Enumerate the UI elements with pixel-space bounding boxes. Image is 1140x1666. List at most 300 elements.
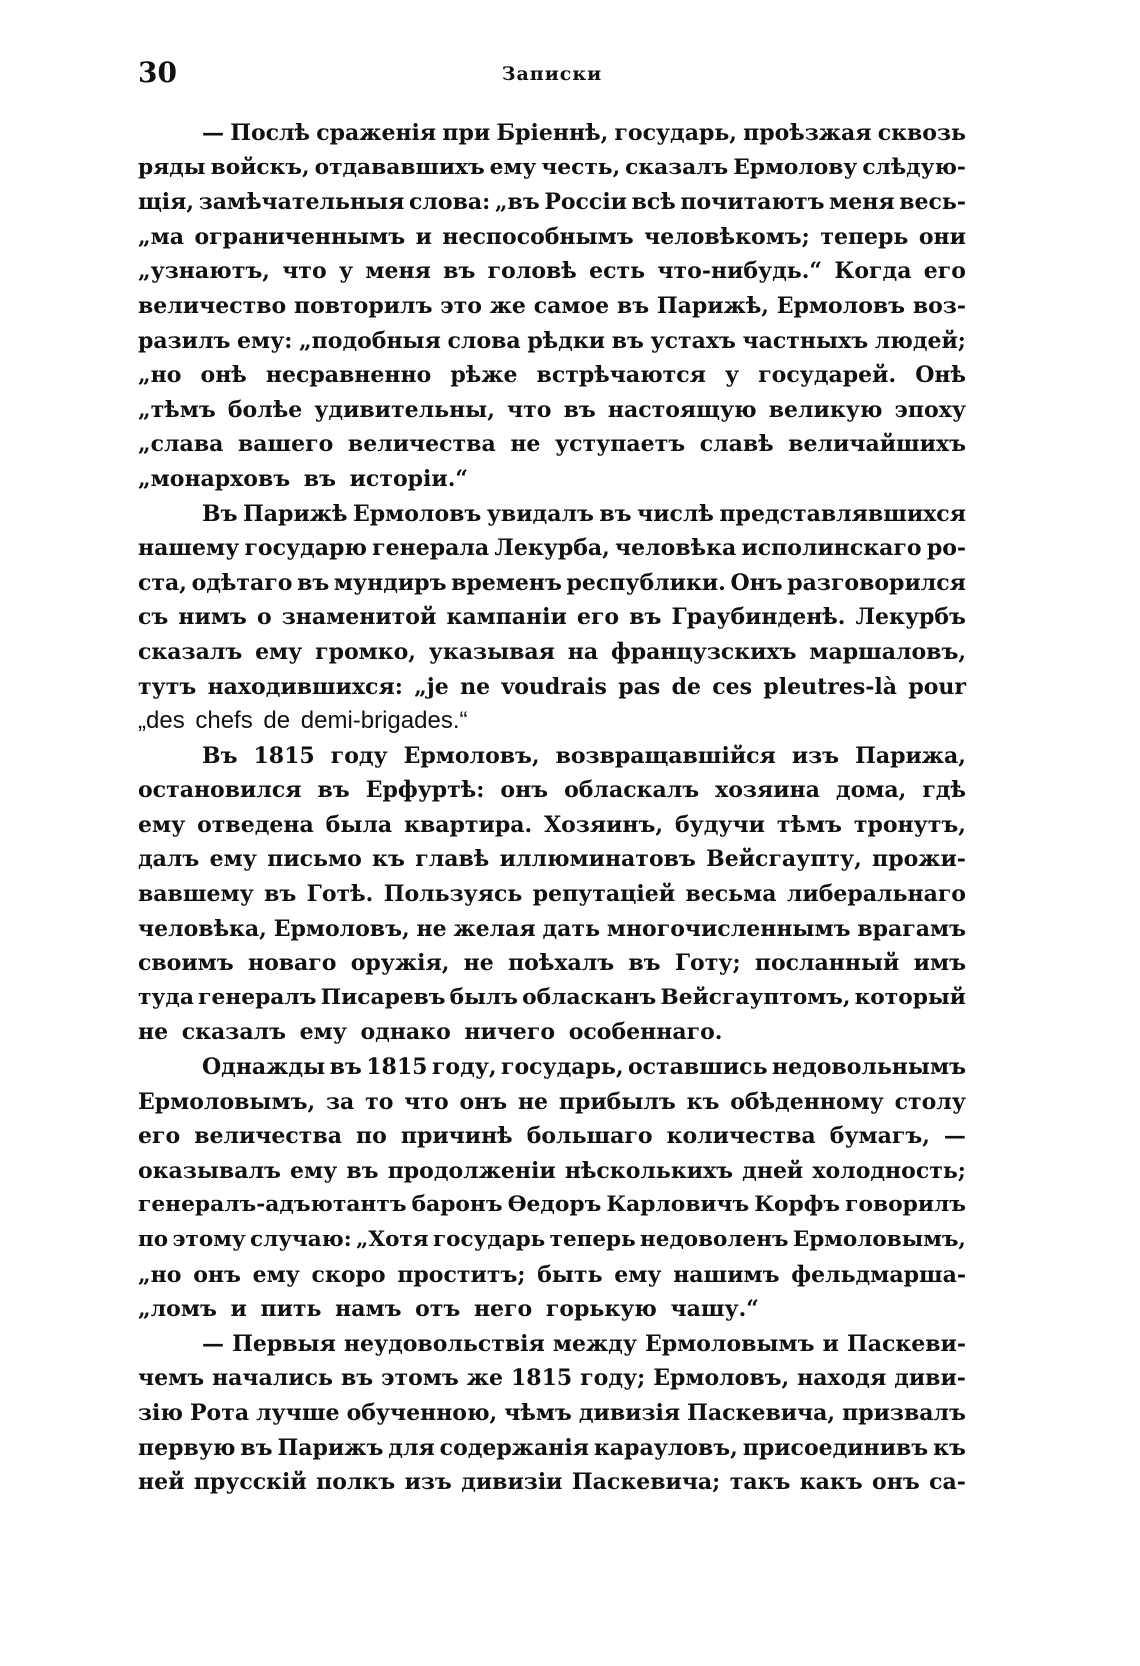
word: Бріеннѣ, (496, 120, 609, 146)
word: весь- (899, 189, 966, 216)
word: несравненно (265, 362, 432, 389)
word: разговорился (787, 569, 966, 596)
word: дома, (835, 777, 907, 804)
word: маршаловъ, (809, 638, 966, 665)
word: Парижа, (855, 742, 966, 769)
word: Хозяинъ, (544, 811, 664, 838)
text-line (138, 877, 966, 912)
word: замѣчательныя (198, 189, 405, 216)
word: большаго (526, 1123, 653, 1150)
page-number: 30 (138, 56, 177, 89)
word: полкъ (316, 1469, 396, 1496)
word: Ермоловымъ, (792, 1227, 966, 1252)
word: генерала (372, 535, 490, 562)
word: Ермолову (733, 154, 858, 180)
word: оставшись (627, 1054, 768, 1081)
text-line (138, 1154, 966, 1189)
word: человѣка (615, 535, 737, 562)
word: удивительны, (314, 396, 495, 423)
word: въ (629, 604, 662, 631)
word: вавшему (138, 881, 254, 908)
word: въ (616, 292, 650, 319)
word: это (440, 292, 482, 319)
word: „въ (494, 189, 540, 216)
word: прибылъ (558, 1088, 676, 1115)
word: въ (611, 327, 644, 354)
word: тронутъ, (853, 811, 966, 838)
word: ему (255, 638, 303, 665)
text-line (138, 635, 966, 670)
word: въ (240, 1434, 273, 1461)
word: щія, (138, 189, 195, 216)
word: остановился (138, 777, 302, 804)
text-line (138, 531, 966, 566)
word: громко, (315, 638, 416, 665)
word: баронъ (411, 1192, 503, 1218)
word: году (330, 742, 388, 769)
word: не (416, 915, 447, 942)
word: посланный (754, 950, 900, 977)
word: бумагъ, (829, 1123, 930, 1150)
word: 1815 (253, 742, 315, 769)
text-line (138, 670, 966, 705)
word: къ (933, 1434, 966, 1461)
word: его (576, 604, 620, 631)
word: его (923, 258, 966, 285)
word: исполинскаго (741, 535, 922, 562)
text-line (138, 600, 966, 635)
word: была (325, 811, 393, 838)
word: „Хотя (356, 1227, 429, 1252)
word: de (671, 673, 701, 700)
word: Лекурбъ (855, 604, 966, 631)
text-line (138, 497, 966, 532)
body-text (138, 116, 966, 1500)
word: 1815 (510, 1365, 573, 1392)
word: первую (138, 1434, 236, 1461)
word: онѣ (200, 362, 247, 389)
word: имъ (913, 950, 966, 977)
word: тѣмъ (776, 811, 842, 838)
word: Готѣ. (306, 881, 374, 908)
word: къ (372, 846, 405, 873)
word: на (567, 638, 599, 665)
word: дивизіи (461, 1469, 563, 1496)
word: призвалъ (842, 1399, 966, 1426)
word: по (138, 1227, 169, 1252)
word: теперь (820, 223, 909, 250)
word: оказывалъ (138, 1157, 281, 1184)
word: самое (533, 292, 610, 319)
word: слѣдую- (862, 154, 966, 180)
word: отведена (197, 811, 314, 838)
word: Парижѣ (243, 500, 348, 527)
word: году, (431, 1054, 497, 1081)
word: же (466, 1365, 503, 1392)
word: увидалъ (486, 500, 594, 527)
word: головѣ (487, 258, 577, 285)
word: Карловичъ (606, 1192, 750, 1218)
word: такъ (729, 1469, 791, 1496)
page-header (138, 56, 966, 96)
word: обученною, (346, 1399, 498, 1426)
word: въ (346, 1157, 379, 1184)
word: вашего (237, 431, 334, 458)
word: карауловъ, (593, 1434, 738, 1461)
word: Вейсгаупту, (706, 846, 862, 873)
word: не (517, 1088, 549, 1115)
word: съ (138, 604, 169, 631)
word: репутаціей (532, 881, 676, 908)
word: ne (460, 673, 491, 700)
word: кампаніи (446, 604, 567, 631)
word: Вейсгауптомъ, (660, 984, 851, 1010)
word: величества (347, 431, 496, 458)
word: фельдмарша- (791, 1261, 966, 1288)
word: меня (829, 189, 895, 216)
word: содержанія (439, 1434, 589, 1461)
word: для (388, 1434, 435, 1461)
word: году; (580, 1365, 646, 1392)
word: между (552, 1330, 637, 1357)
word: воз- (912, 292, 966, 319)
word: въ (628, 950, 661, 977)
word: былъ (449, 984, 518, 1010)
word: эпоху (894, 396, 966, 423)
word: ему (614, 1261, 662, 1288)
word: Ермоловъ, (273, 915, 410, 942)
word: Паскеви- (846, 1330, 966, 1357)
text-line (138, 566, 966, 601)
word: Послѣ (230, 120, 311, 146)
word: изъ (791, 742, 840, 769)
word: voudrais (501, 673, 607, 700)
word: находя (797, 1365, 887, 1392)
word: начались (212, 1365, 333, 1392)
text-line (138, 912, 966, 947)
word: либеральнаго (786, 881, 966, 908)
word: говорилъ (845, 1192, 966, 1218)
word: „подобныя (299, 327, 441, 354)
text-line (138, 1431, 966, 1466)
word: ему (252, 1261, 300, 1288)
text-line (138, 1223, 966, 1258)
word: въ (317, 777, 350, 804)
word: въ (264, 881, 297, 908)
word: въ (599, 500, 632, 527)
text-line (138, 981, 966, 1016)
word: поѣхалъ (508, 950, 615, 977)
word: желая (453, 915, 536, 942)
word: количества (666, 1123, 816, 1150)
word: „ма (138, 223, 185, 250)
word: Паскевича, (687, 1399, 836, 1426)
word: славѣ (699, 431, 774, 458)
word: Корфъ (754, 1192, 841, 1218)
word: ему (138, 811, 186, 838)
word: — (202, 120, 224, 146)
word: человѣка, (138, 915, 267, 942)
text-line: „ломъ и пить намъ отъ него горькую чашу.“ (138, 1296, 759, 1323)
word: недоволенъ (640, 1227, 789, 1252)
word: о (256, 604, 272, 631)
word: Готу; (674, 950, 741, 977)
word: Онѣ (915, 362, 966, 389)
word: не (510, 431, 541, 458)
word: „je (414, 673, 449, 700)
word: государь (433, 1227, 546, 1252)
word: ему (290, 1157, 338, 1184)
word: представлявшихся (719, 500, 966, 527)
word: по (356, 1123, 387, 1150)
word: одѣтаго (191, 569, 293, 596)
word: ему (209, 846, 257, 873)
word: Ермоловъ, (653, 1365, 790, 1392)
word: Ерфуртѣ: (365, 777, 485, 804)
word: — (202, 1330, 224, 1357)
word: прожи- (872, 846, 966, 873)
word: который (854, 984, 966, 1010)
text-line: „монарховъ въ исторіи.“ (138, 465, 469, 492)
word: обѣденному (730, 1088, 884, 1115)
word: весьма (685, 881, 777, 908)
word: въ (563, 396, 596, 423)
word: неспособнымъ (442, 223, 634, 250)
word: — (943, 1123, 966, 1150)
text-line (138, 1119, 966, 1154)
word: настоящую (607, 396, 757, 423)
word: новаго (247, 950, 337, 977)
word: Когда (834, 258, 912, 285)
word: рѣдки (527, 327, 606, 354)
word: французскихъ (610, 638, 797, 665)
word: продолженіи (387, 1157, 556, 1184)
text-line (138, 1327, 966, 1362)
text-line (138, 220, 966, 255)
word: недовольнымъ (771, 1054, 966, 1081)
word: изъ (404, 1469, 452, 1496)
word: человѣкомъ; (644, 223, 810, 250)
word: и (415, 223, 432, 250)
word: Писаревъ (320, 984, 446, 1010)
word: отдававшихъ (314, 154, 485, 180)
word: рѣже (450, 362, 518, 389)
word: честь, (541, 154, 621, 180)
word: pas (618, 673, 661, 700)
word: Паскевича; (571, 1469, 721, 1496)
word: повторилъ (293, 292, 433, 319)
word: квартира. (404, 811, 533, 838)
text-line (138, 185, 966, 220)
word: величества (194, 1123, 342, 1150)
word: почитаютъ (680, 189, 825, 216)
text-line (138, 773, 966, 808)
word: государь, (500, 1054, 624, 1081)
word: онъ (500, 777, 549, 804)
word: Рота (190, 1399, 250, 1426)
word: генералъ (198, 984, 317, 1010)
word: Парижѣ, (656, 292, 769, 319)
word: случаю: (250, 1227, 352, 1252)
word: письмо (267, 846, 362, 873)
word: указывая (428, 638, 555, 665)
word: ему: (237, 327, 293, 354)
word: мундиръ (333, 569, 447, 596)
text-line: не сказалъ ему однако ничего особеннаго. (138, 1019, 723, 1046)
word: какъ (799, 1469, 863, 1496)
word: диви- (894, 1365, 966, 1392)
word: Первыя (232, 1330, 336, 1357)
word: Лекурба, (494, 535, 610, 562)
word: этому (172, 1227, 246, 1252)
word: войскъ, (210, 154, 310, 180)
text-line (138, 254, 966, 289)
word: иллюминатовъ (499, 846, 696, 873)
word: проѣзжая (743, 120, 872, 146)
word: устахъ (650, 327, 736, 354)
word: далъ (138, 846, 200, 873)
word: къ (686, 1088, 720, 1115)
word: Ермоловымъ, (138, 1088, 316, 1115)
word: въ (297, 569, 330, 596)
text-line (138, 808, 966, 843)
word: частныхъ (742, 327, 869, 354)
text-line (138, 1465, 966, 1500)
word: неудовольствія (343, 1330, 545, 1357)
word: „но (138, 362, 182, 389)
word: ces (712, 673, 753, 700)
word: слова (447, 327, 521, 354)
word: генералъ-адъютантъ (138, 1192, 407, 1218)
word: pour (908, 673, 966, 700)
word: Въ (202, 742, 238, 769)
word: этомъ (381, 1365, 459, 1392)
word: же (489, 292, 526, 319)
word: возвращавшійся (555, 742, 776, 769)
word: онъ (459, 1088, 508, 1115)
word: ему (489, 154, 537, 180)
word: уступаетъ (555, 431, 686, 458)
text-line (138, 1050, 966, 1085)
word: и (822, 1330, 839, 1357)
text-line (138, 116, 966, 151)
word: величество (138, 292, 287, 319)
word: Въ (202, 500, 238, 527)
word: сказалъ (138, 638, 243, 665)
word: быть (537, 1261, 603, 1288)
word: столу (894, 1088, 966, 1115)
word: Ермоловъ (776, 292, 906, 319)
text-line (138, 1258, 966, 1293)
word: что (282, 258, 327, 285)
word: чѣмъ (504, 1399, 572, 1426)
word: многочисленнымъ (606, 915, 851, 942)
word: Ермоловъ (353, 500, 482, 527)
word: государь, (614, 120, 737, 146)
word: pleutres-là (763, 673, 898, 700)
text-line (138, 739, 966, 774)
text-line (138, 151, 966, 186)
word: ро- (926, 535, 966, 562)
word: лучше (256, 1399, 340, 1426)
word: то (365, 1088, 394, 1115)
word: хозяина (715, 777, 820, 804)
word: сквозь (877, 120, 966, 146)
word: прусскій (193, 1469, 307, 1496)
word: Россіи (544, 189, 627, 216)
text-line (138, 358, 966, 393)
word: за (325, 1088, 355, 1115)
word: величайшихъ (788, 431, 966, 458)
word: главѣ (415, 846, 490, 873)
text-line (138, 946, 966, 981)
word: будучи (674, 811, 765, 838)
word: у (725, 362, 740, 389)
word: знаменитой (281, 604, 437, 631)
text-line (138, 1085, 966, 1120)
word: Парижъ (277, 1434, 384, 1461)
word: государю (244, 535, 367, 562)
word: что (507, 396, 552, 423)
word: дней (742, 1157, 804, 1184)
word: людей; (874, 327, 966, 354)
word: дать (542, 915, 600, 942)
word: ней (138, 1469, 185, 1496)
word: есть (589, 258, 646, 285)
word: зію (138, 1399, 183, 1426)
word: чемъ (138, 1365, 205, 1392)
word: Пользуясь (383, 881, 523, 908)
word: разилъ (138, 327, 231, 354)
word: что-нибудь.“ (657, 258, 823, 285)
word: ряды (138, 154, 206, 180)
word: туда (138, 984, 194, 1010)
word: оружія, (350, 950, 450, 977)
text-line (138, 1188, 966, 1223)
word: онъ (193, 1261, 241, 1288)
word: онъ (872, 1469, 920, 1496)
word: причинѣ (400, 1123, 513, 1150)
word: сраженія (316, 120, 437, 146)
word: своимъ (138, 950, 234, 977)
word: въ (340, 1365, 374, 1392)
word: нѣсколькихъ (564, 1157, 734, 1184)
word: великую (768, 396, 883, 423)
word: болѣе (227, 396, 303, 423)
text-line (138, 1396, 966, 1431)
word: Ермоловымъ (645, 1330, 815, 1357)
word: числѣ (637, 500, 714, 527)
word: у (338, 258, 354, 285)
word: 1815 (366, 1054, 428, 1081)
word: всѣ (631, 189, 676, 216)
word: Онъ (730, 569, 783, 596)
word: ограниченнымъ (194, 223, 406, 250)
word: обласкалъ (564, 777, 700, 804)
word: Ермоловъ, (403, 742, 540, 769)
word: государей. (758, 362, 897, 389)
text-line: „des chefs de demi-brigades.“ (138, 707, 468, 735)
text-line (138, 324, 966, 359)
word: теперь (549, 1227, 636, 1252)
word: Граубинденѣ. (671, 604, 846, 631)
word: холодность; (812, 1157, 966, 1184)
word: въ (329, 1054, 362, 1081)
word: въ (443, 258, 476, 285)
word: „тѣмъ (138, 396, 216, 423)
word: присоединивъ (742, 1434, 929, 1461)
text-line (138, 842, 966, 877)
